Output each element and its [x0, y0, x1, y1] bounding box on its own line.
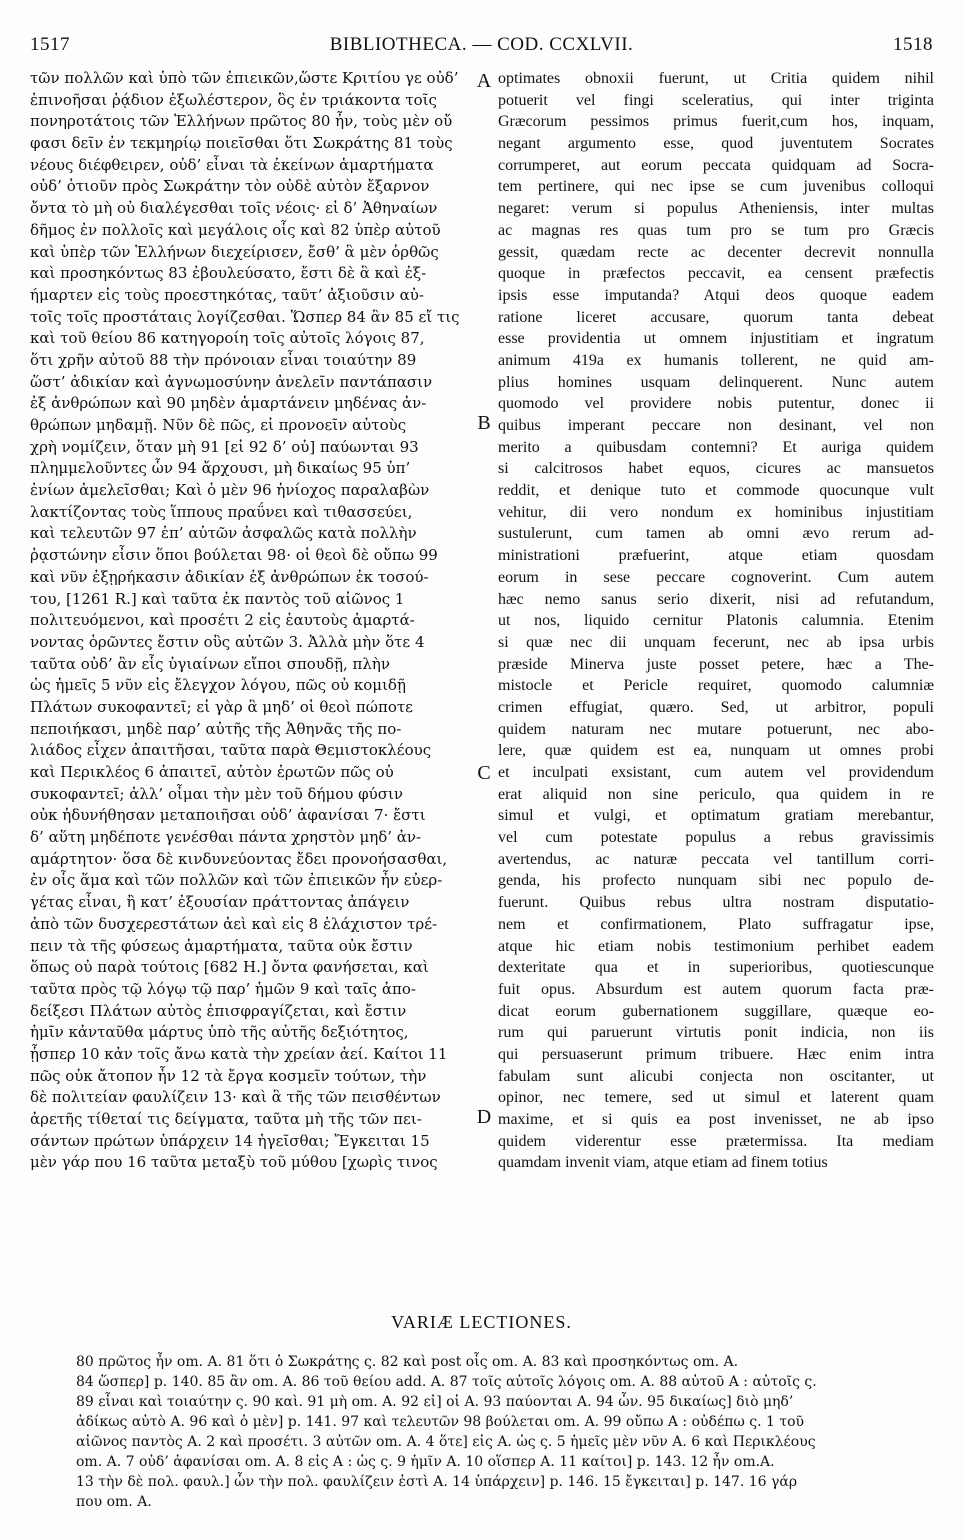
- greek-text-line: ᾗσπερ 10 κἀν τοῖς ἄνω κατὰ τὴν χρείαν ἀεί. Καίτοι 11: [30, 1044, 448, 1063]
- greek-text-line: μὲν γάρ που 16 ταῦτα μεταξὺ τοῦ μύθου [χωρὶς τινος: [30, 1153, 438, 1172]
- latin-text-line: quidem naturam nec mutare potuerunt, nec abo-: [498, 720, 934, 738]
- latin-text-line: ratione liceret accusare, quorum tanta debeat: [498, 308, 934, 326]
- greek-text-line: του, [1261 R.] καὶ ταῦτα ἐκ παντὸς τοῦ αἰῶνος 1: [30, 589, 405, 608]
- greek-text-line: ὅπως οὐ παρὰ τούτοις [682 H.] ὄντα φανήσεται, καὶ: [30, 958, 429, 977]
- greek-text-line: τοῖς τοῖς προστάταις λογίζεσθαι. Ὥσπερ 84 ἂν 85 εἴ τις: [30, 307, 460, 326]
- variant-note-line: 80 πρῶτος ἦν om. A. 81 ὅτι ὁ Σωκράτης ς. 82 καὶ post οἷς om. A. 83 καὶ προσηκόντως om. A.: [76, 1354, 739, 1370]
- latin-text-line: crimen effugiat, quæro. Sed, ut arbitror, populi: [498, 698, 934, 716]
- latin-text-line: atque hic etiam nobis testimonium perhibet eadem: [498, 937, 934, 955]
- greek-text-line: καὶ Περικλέος 6 ἀπαιτεῖ, αὐτὸν ἐρωτῶν πῶς οὐ: [30, 763, 394, 781]
- greek-text-line: δὲ πολιτείαν φαυλίζειν 13· καὶ ἃ τῆς τῶν πεισθέντων: [30, 1088, 441, 1107]
- latin-text-line: lere, quæ quidem est ea, nunquam ut omnes probi: [498, 742, 934, 760]
- greek-text-line: ῥᾳστώνην εἶσιν ὅποι βούλεται 98· οἱ θεοὶ δὲ οὔπω 99: [30, 546, 438, 565]
- greek-text-line: ὥστ’ ἀδικίαν καὶ ἀγνωμοσύνην ἀνελεῖν παντάπασιν: [30, 372, 433, 391]
- latin-text-line: quomodo vel providere nobis putentur, donec ii: [498, 395, 934, 413]
- latin-text-line: sustulerunt, cum tamen ab omni ævo rerum ad-: [498, 525, 934, 543]
- latin-text-line: Græcorum pessimos primus fuerit,cum hos, inquam,: [498, 113, 934, 131]
- greek-text-line: νοντας ὁρῶντες ἔστιν οὓς αὐτῶν 3. Ἀλλὰ μὴν ὅτε 4: [30, 632, 425, 651]
- latin-text-line: hæc nemo sanus serio dixerit, nisi ad refutandum,: [498, 590, 934, 608]
- greek-text-line: ὅτι χρῆν αὐτοῦ 88 τὴν πρόνοιαν εἶναι τοιαύτην 89: [30, 350, 417, 369]
- latin-column: [498, 68, 934, 1308]
- latin-text-line: negant argumento esse, quod juventutem Socrates: [498, 135, 934, 153]
- variant-note-line: αἰῶνος παντὸς A. 2 καὶ προσέτι. 3 αὐτῶν om. A. 4 ὅτε] εἰς A. ὡς ς. 5 ἡμεῖς μὲν νῦν A. 6 καὶ Περικλέους: [76, 1434, 816, 1450]
- latin-text-line: corrumperet, aut eorum peccata quidquam ad Socra-: [498, 156, 934, 174]
- latin-text-line: quidem viderentur esse prætermissa. Ita mediam: [498, 1132, 934, 1150]
- latin-text-line: quamdam invenit viam, atque etiam ad finem totius: [498, 1154, 828, 1172]
- latin-text-line: dexteritate qua et in superioribus, quotiescunque: [498, 959, 934, 977]
- greek-text-line: ταῦτα πρὸς τῷ λόγῳ τῷ παρ’ ἡμῶν 9 καὶ ταῖς ἀπο-: [30, 979, 416, 998]
- latin-text-line: maxime, et si quis ea post invenisset, ne ab ipso: [498, 1111, 934, 1128]
- latin-text-line: qui persuaserunt primum tribuere. Hæc enim intra: [498, 1045, 934, 1063]
- page-number-right: 1518: [893, 34, 933, 55]
- greek-text-line: ἡμῖν κἀνταῦθα μάρτυς ὑπὸ τῆς αὐτῆς δεξιότητος,: [30, 1023, 409, 1042]
- latin-text-line: eorum in sese peccare cognoverint. Cum autem: [498, 568, 934, 586]
- latin-text-line: ipsis esse imputanda? Atqui deos quoque eadem: [498, 286, 934, 304]
- greek-text-line: Πλάτων συκοφαντεῖ; εἰ γὰρ ἃ μηδ’ οἱ θεοὶ πώποτε: [30, 697, 413, 716]
- greek-text-line: ἐνίων ἀμελεῖσθαι; Καὶ ὁ μὲν 96 ἡνίοχος παραλαβὼν: [30, 481, 430, 500]
- greek-text-line: οὐκ ἠδυνήθησαν μεταποιῆσαι οὐδ’ ἀφανίσαι 7· ἔστι: [30, 806, 426, 825]
- greek-text-line: δ’ αὕτη μηδέποτε γενέσθαι πάντα χρηστὸν μηδ’ ἀν-: [30, 828, 422, 847]
- greek-text-line: δείξεσι Πλάτων αὐτὸς ἐπισφραγίζεται, καὶ ἔστιν: [30, 1001, 407, 1020]
- greek-text-line: ήμαρτεν εἰς τοὺς προεστηκότας, ταῦτ’ ἀξιοῦσιν αὐ-: [30, 285, 424, 304]
- greek-text-line: καὶ νῦν ἐξῃρήκασιν ἀδικίαν ἐξ ἀνθρώπων ἐκ τοσού-: [30, 567, 429, 586]
- latin-text-line: præside Minerva juste posset petere, hæc a The-: [498, 655, 934, 673]
- greek-text-line: καὶ ὑπὲρ τῶν Ἑλλήνων διεχείρισεν, ἔσθ’ ἃ μὲν ὀρθῶς: [30, 242, 439, 261]
- greek-text-line: ὡς ἡμεῖς 5 νῦν εἰς ἔλεγχον λόγου, πῶς οὐ κομιδῇ: [30, 676, 406, 695]
- variant-note-line: που om. A.: [76, 1494, 152, 1510]
- latin-text-line: vehitur, dii vero nondum ex hominibus injustitiam: [498, 503, 934, 521]
- latin-text-line: opinor, nec temere, sed ut simul et laterent quam: [498, 1089, 934, 1107]
- latin-text-line: nem et confirmationem, Plato suffragatur ipse,: [498, 915, 934, 933]
- latin-text-line: ac magnas res quas tum pro se tum pro Græcis: [498, 221, 934, 239]
- margin-letter-a: A: [476, 70, 492, 92]
- margin-letter-b: B: [477, 412, 491, 434]
- latin-text-line: fuerunt. Quibus rebus ultra nostram disputatio-: [498, 894, 934, 912]
- greek-text-line: καὶ προσηκόντως 83 ἐβουλεύσατο, ἔστι δὲ ἃ καὶ ἐξ-: [30, 264, 427, 283]
- greek-text-line: λιάδος εἶχεν ἀπαιτῆσαι, ταῦτα παρὰ Θεμιστοκλέους: [30, 741, 432, 760]
- latin-text-line: negaret: verum si populus Atheniensis, inter multas: [498, 200, 934, 218]
- latin-text-line: dicat eorum gubernationem suggillare, quæque eo-: [498, 1002, 934, 1020]
- latin-text-line: rum qui paruerunt virtutis ponit indicia, non iis: [498, 1024, 934, 1042]
- greek-text-line: λακτίζοντας τοὺς ἵππους πραΰνει καὶ τιθασσεύει,: [30, 502, 413, 521]
- greek-text-line: πονηροτάτοις τῶν Ἑλλήνων πρῶτος 80 ἦν, τοὺς μὲν οὔ: [30, 112, 453, 131]
- greek-text-line: σάντων πρώτων ὑπάρχειν 14 ἡγεῖσθαι; Ἔγκειται 15: [30, 1131, 430, 1150]
- greek-text-line: δῆμος ἐν πολλοῖς καὶ μεγάλοις οἷς καὶ 82 ὑπὲρ αὐτοῦ: [30, 220, 441, 239]
- latin-text-line: ministrationi præfuerint, atque etiam quosdam: [498, 547, 934, 565]
- latin-text-line: potuerit vel fingi sceleratius, qui inter triginta: [498, 91, 934, 109]
- variant-note-line: ἀδίκως αὐτὸ A. 96 καὶ ὁ μὲν] p. 141. 97 καὶ τελευτῶν 98 βούλεται om. A. 99 οὔπω A : οὐδέπω ς. 1 τοῦ: [76, 1414, 805, 1430]
- latin-text-line: gessit, quædam recte ac decenter decrevit nonnulla: [498, 243, 934, 261]
- latin-text-line: si calcitrosos habet equos, cicures ac mansuetos: [498, 460, 934, 478]
- greek-text-line: γέτας εἶναι, ἢ κατ’ ἐξουσίαν πράττοντας ἀπάγειν: [30, 893, 410, 912]
- greek-text-line: ταῦτα οὐδ’ ἂν εἷς ὑγιαίνων εἴποι σπουδῇ, πλὴν: [30, 654, 390, 673]
- greek-text-line: καὶ τοῦ θείου 86 κατηγοροίη τοῖς αὐτοῖς λόγοις 87,: [30, 329, 425, 348]
- latin-text-line: quoque in præfectos peccavit, ea censent præfectis: [498, 265, 934, 283]
- greek-text-line: χρὴ νομίζειν, ὅταν μὴ 91 [εἰ 92 δ’ οὐ] παύωνται 93: [30, 437, 419, 456]
- greek-text-line: πλημμελοῦντες ὧν 94 ἄρχουσι, μὴ δικαίως 95 ὑπ’: [30, 459, 411, 478]
- latin-text-line: tem pertinere, qui nec ipse se cum juvenibus colloqui: [498, 178, 934, 196]
- latin-text-line: vel cum potestate populus a rebus gravissimis: [498, 829, 934, 847]
- greek-text-line: φασι δεῖν ἐν τεκμηρίῳ ποιεῖσθαι ὅτι Σωκράτης 81 τοὺς: [30, 134, 453, 153]
- greek-text-line: συκοφαντεῖ; ἀλλ’ οἶμαι τὴν μὲν τοῦ δήμου φύσιν: [30, 784, 404, 803]
- variant-note-line: 89 εἶναι καὶ τοιαύτην ς. 90 καὶ. 91 μὴ om. A. 92 εἰ] οἱ A. 93 παύονται A. 94 ὧν. 95 δικαίως] διὸ μηδ’: [76, 1394, 794, 1410]
- greek-text-line: πειν τὰ τῆς φύσεως ἁμαρτήματα, ταῦτα οὐκ ἔστιν: [30, 936, 413, 955]
- latin-text-line: animum 419a ex humanis tollerent, ne quid am-: [498, 351, 934, 369]
- greek-text-line: πῶς οὐκ ἄτοπον ἦν 12 τὰ ἔργα κοσμεῖν τούτων, τὴν: [30, 1066, 427, 1085]
- running-title: BIBLIOTHECA. — COD. CCXLVII.: [329, 34, 634, 55]
- greek-text-line: ἐν οἷς ἅμα καὶ τῶν πολλῶν καὶ τῶν ἐπιεικῶν ἦν εὐερ-: [30, 871, 443, 890]
- variant-note-line: 13 τὴν δὲ πολ. φαυλ.] ὧν τὴν πολ. φαυλίζειν ἐστὶ A. 14 ὑπάρχειν] p. 146. 15 ἔγκειται] p. 147. 16 γάρ: [76, 1474, 798, 1490]
- greek-text-line: καὶ τελευτῶν 97 ἐπ’ αὐτῶν ἀσφαλῶς κατὰ πολλὴν: [30, 524, 417, 543]
- latin-text-line: merito a quibusdam contemni? Et auriga quidem: [498, 438, 934, 456]
- greek-text-line: ἀπὸ τῶν δυσχερεστάτων ἀεὶ καὶ εἰς 8 ἐλάχιστον τρέ-: [30, 914, 438, 933]
- latin-text-line: optimates obnoxii fuerunt, ut Critia quidem nihil: [498, 70, 934, 87]
- greek-text-line: ὄντα τὸ μὴ οὐ διαλέγεσθαι τοῖς νέοις· εἰ δ’ Ἀθηναίων: [30, 199, 438, 218]
- latin-text-line: et inculpati exsistant, cum autem vel providendum: [498, 764, 934, 781]
- variant-note-line: 84 ὥσπερ] p. 140. 85 ἂν om. A. 86 τοῦ θείου add. A. 87 τοῖς αὐτοῖς λόγοις om. A. 88 αὐτοῦ A : αὐτοῖς ς.: [76, 1374, 817, 1390]
- greek-text-line: πολιτευόμενοι, καὶ προσέτι 2 εἰς ἑαυτοὺς ἁμαρτά-: [30, 611, 415, 630]
- greek-text-line: οὐδ’ ὁτιοῦν πρὸς Σωκράτην τὸν οὐδὲ αὐτὸν ἔξαρνον: [30, 177, 430, 196]
- greek-text-line: ἀρετῆς τίθεταί τις δείγματα, ταῦτα μὴ τῆς τῶν πει-: [30, 1110, 422, 1128]
- latin-text-line: mistocle et Pericle requiret, quomodo calumniæ: [498, 677, 934, 695]
- latin-text-line: reddit, et denique tuto et commode quocunque vult: [498, 482, 934, 500]
- greek-text-line: τῶν πολλῶν καὶ ὑπὸ τῶν ἐπιεικῶν,ὥστε Κριτίου γε οὐδ’: [30, 69, 459, 87]
- greek-text-line: αμάρτητον· ὅσα δὲ κινδυνεύοντας ἔδει προνοήσασθαι,: [30, 849, 448, 868]
- latin-text-line: quibus imperant peccare non desinant, vel non: [498, 417, 934, 434]
- greek-text-line: ἐξ ἀνθρώπων καὶ 90 μηδὲν ἁμαρτάνειν μηδένας ἀν-: [30, 394, 427, 413]
- page-header: [30, 34, 933, 64]
- variant-note-line: om. A. 7 οὐδ’ ἀφανίσαι om. A. 8 εἰς A : ὡς ς. 9 ἡμῖν A. 10 οἵσπερ A. 11 καίτοι] p. 143. 12 ἦν om.A.: [76, 1454, 775, 1470]
- latin-text-line: plius homines usquam delinquerent. Nunc autem: [498, 373, 934, 391]
- latin-text-line: si quæ nec dii unquam fecerunt, nec ab ipsa urbis: [498, 633, 934, 651]
- greek-text-line: θρώπων μηδαμῇ. Νῦν δὲ πῶς, εἰ προνοεῖν αὐτοὺς: [30, 416, 407, 434]
- margin-letter-d: D: [476, 1106, 492, 1128]
- latin-text-line: avertendus, ac naturæ peccata vel tantillum corri-: [498, 850, 934, 868]
- latin-text-line: erat aliquid non sine periculo, qua quidem in re: [498, 785, 934, 803]
- greek-text-line: ἐπινοῆσαι ῥᾴδιον ἐξωλέστερον, ὃς ἐν τριάκοντα τοῖς: [30, 90, 437, 109]
- greek-column: [30, 68, 470, 1308]
- variae-lectiones-notes: [76, 1352, 936, 1512]
- latin-text-line: genda, his profecto nunquam sibi nec populo de-: [498, 872, 934, 890]
- latin-text-line: fabulam sunt alicubi conjecta non oscitanter, ut: [498, 1067, 934, 1085]
- latin-text-line: esse providentia ut omnem injustitiam et ingratum: [498, 330, 934, 348]
- greek-text-line: νέους διέφθειρεν, οὐδ’ εἶναι τὰ ἐκείνων ἁμαρτήματα: [30, 155, 434, 174]
- page-number-left: 1517: [30, 34, 70, 55]
- variae-lectiones-title: VARIÆ LECTIONES.: [391, 1312, 572, 1332]
- latin-text-line: ut nos, liquido cernitur Platonis calumnia. Etenim: [498, 612, 934, 630]
- latin-text-line: fuit opus. Absurdum est autem quorum facta præ-: [498, 980, 934, 998]
- greek-text-line: πεποιήκασι, μηδὲ παρ’ αὐτῆς τῆς Ἀθηνᾶς τῆς πο-: [30, 719, 402, 738]
- latin-text-line: simul et vulgi, et optimatum gratiam merebantur,: [498, 807, 934, 825]
- margin-letter-c: C: [477, 762, 491, 784]
